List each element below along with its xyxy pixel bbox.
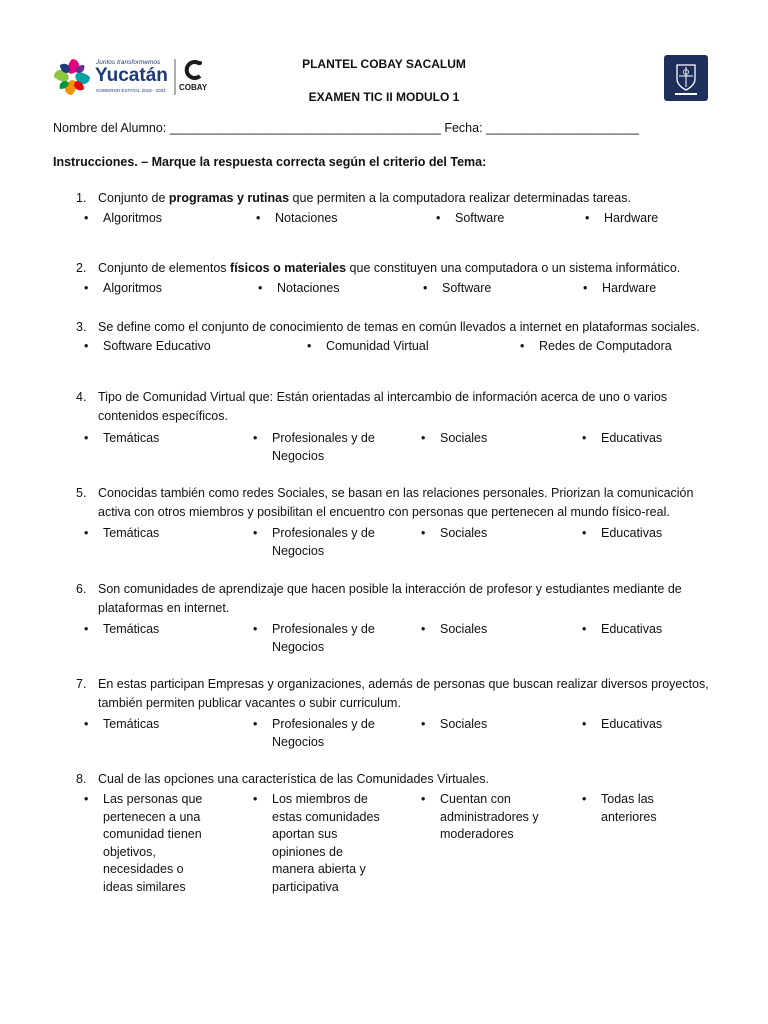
bullet-icon: • (585, 211, 590, 225)
answer-option-line: objetivos, (103, 844, 156, 859)
answer-option-line: Educativas (601, 431, 663, 445)
question-text-line: Conocidas también como redes Sociales, se basan en las relaciones personales. Priorizan la comunicación (98, 486, 694, 500)
answer-option-line: Profesionales y de (272, 717, 375, 731)
answer-option-line: Sociales (440, 717, 488, 731)
answer-option-text (272, 525, 375, 560)
answer-option-line: necesidades o (103, 862, 184, 876)
bullet-icon: • (84, 622, 89, 636)
answer-option-line: Temáticas (103, 717, 160, 731)
bullet-icon: • (253, 622, 258, 636)
question-text: Cual de las opciones una característica de las Comunidades Virtuales. (98, 772, 489, 786)
bullet-icon: • (258, 281, 263, 295)
bullet-icon: • (84, 526, 89, 540)
bullet-icon: • (520, 339, 525, 353)
answer-option-text (601, 791, 657, 826)
bullet-icon: • (253, 717, 258, 731)
question-text (98, 189, 710, 208)
bullet-icon: • (583, 281, 588, 295)
answer-option-text (604, 210, 658, 228)
answer-option-text (440, 791, 539, 844)
answer-option-text (275, 210, 338, 228)
bullet-icon: • (582, 622, 587, 636)
answer-option-text (440, 525, 487, 543)
answer-option-text (103, 621, 159, 639)
question-text-line: también permiten publicar vacantes o subir curriculum. (98, 696, 401, 710)
answer-option-text (440, 716, 487, 734)
bullet-icon: • (423, 281, 428, 295)
answer-option-line: estas comunidades (272, 809, 380, 824)
answer-option-text (455, 210, 504, 228)
answer-option-line: Sociales (440, 526, 488, 540)
answer-option-line: Profesionales y de (272, 526, 375, 540)
bullet-icon: • (582, 792, 587, 806)
answer-option-line: participativa (272, 879, 339, 894)
bullet-icon: • (84, 281, 89, 295)
student-name-field[interactable]: _______________________________________ (169, 121, 441, 135)
answer-option-line: Algoritmos (103, 281, 163, 295)
answer-option-line: Temáticas (103, 526, 160, 540)
answer-option-line: Negocios (272, 734, 325, 749)
answer-option-line: Negocios (272, 639, 325, 654)
answer-option-line: Temáticas (103, 622, 160, 636)
student-name-label: Nombre del Alumno: (53, 121, 170, 135)
cobay-c-icon (183, 59, 205, 81)
answer-option-line: Sociales (440, 622, 488, 636)
answer-option-text (326, 338, 429, 356)
bullet-icon: • (421, 622, 426, 636)
logo-tagline: Juntos transformemos (96, 59, 161, 66)
bullet-icon: • (421, 431, 426, 445)
answer-option-text (272, 716, 375, 751)
question-text (98, 675, 710, 713)
answer-option-line: Los miembros de (272, 792, 368, 806)
bullet-icon: • (582, 431, 587, 445)
answer-option-line: Educativas (601, 622, 663, 636)
answer-option-text (103, 338, 211, 356)
bullet-icon: • (253, 526, 258, 540)
answer-option-line: Educativas (601, 717, 663, 731)
answer-option-line: Algoritmos (103, 211, 163, 225)
question-text-line: contenidos específicos. (98, 409, 228, 423)
bullet-icon: • (421, 717, 426, 731)
answer-option-text (601, 430, 662, 448)
answer-option-text (539, 338, 672, 356)
bullet-icon: • (84, 792, 89, 806)
question-text-line: En estas participan Empresas y organizaciones, además de personas que buscan realizar diversos proyectos, (98, 677, 709, 691)
bullet-icon: • (84, 717, 89, 731)
question-number: 7. (76, 677, 87, 691)
answer-option-line: aportan sus (272, 827, 338, 841)
question-number: 2. (76, 261, 87, 275)
answer-option-line: Negocios (272, 543, 325, 558)
question-number: 3. (76, 320, 87, 334)
answer-option-line: anteriores (601, 809, 657, 824)
logo-cobay-text: COBAY (179, 83, 208, 92)
question-number: 5. (76, 486, 87, 500)
answer-option-text (103, 430, 159, 448)
answer-option-line: Hardware (602, 281, 657, 295)
question-text-line: Son comunidades de aprendizaje que hacen posible la interacción de profesor y estudiantes mediante de (98, 582, 682, 596)
answer-option-text (103, 525, 159, 543)
answer-option-line: Software (442, 281, 492, 295)
bullet-icon: • (421, 526, 426, 540)
bullet-icon: • (436, 211, 441, 225)
date-field[interactable]: ______________________ (486, 121, 639, 135)
school-title: PLANTEL COBAY SACALUM (302, 57, 466, 71)
answer-option-line: Notaciones (275, 211, 338, 225)
answer-option-line: Las personas que (103, 792, 203, 806)
bullet-icon: • (84, 339, 89, 353)
bullet-icon: • (582, 526, 587, 540)
bullet-icon: • (84, 211, 89, 225)
shield-emblem-icon (664, 55, 708, 101)
answer-option-line: Notaciones (277, 281, 340, 295)
instructions: Instrucciones. – Marque la respuesta correcta según el criterio del Tema: (53, 155, 487, 169)
date-label: Fecha: (440, 121, 487, 135)
question-keyword: físicos o materiales (230, 261, 347, 275)
answer-option-line: Software Educativo (103, 339, 211, 353)
bullet-icon: • (256, 211, 261, 225)
question-text-line: Tipo de Comunidad Virtual que: Están orientadas al intercambio de información acerca de uno o varios (98, 390, 668, 404)
answer-option-text (440, 621, 487, 639)
question-keyword: programas y rutinas (168, 191, 290, 205)
question-text-line: plataformas en internet. (98, 601, 230, 615)
question-number: 4. (76, 390, 87, 404)
answer-option-text (440, 430, 487, 448)
answer-option-text (602, 280, 656, 298)
yucatan-cobay-logo (52, 55, 212, 99)
answer-option-line: Cuentan con (440, 792, 511, 806)
question-number: 1. (76, 191, 87, 205)
answer-option-line: Software (455, 211, 505, 225)
bullet-icon: • (421, 792, 426, 806)
bullet-icon: • (582, 717, 587, 731)
answer-option-text (103, 280, 162, 298)
question-text-part: Conjunto de (98, 191, 169, 205)
answer-option-line: Profesionales y de (272, 431, 375, 445)
answer-option-text (277, 280, 340, 298)
question-text-line: activa con otros miembros y posibilitan el encuentro con personas que pertenecen al mundo físico-real. (98, 505, 670, 519)
question-number: 8. (76, 772, 87, 786)
answer-option-line: pertenecen a una (103, 809, 201, 824)
logo-government-text: GOBIERNO ESTATAL 2018 - 2024 (96, 88, 166, 93)
bullet-icon: • (84, 431, 89, 445)
answer-option-text (601, 716, 662, 734)
answer-option-text (103, 791, 202, 896)
question-text (98, 580, 710, 618)
answer-option-line: administradores y (440, 809, 539, 824)
question-text-part: que constituyen una computadora o un sistema informático. (346, 261, 681, 275)
answer-option-line: Educativas (601, 526, 663, 540)
answer-option-line: Hardware (604, 211, 659, 225)
answer-option-text (442, 280, 491, 298)
answer-option-line: ideas similares (103, 879, 186, 894)
answer-option-line: Sociales (440, 431, 488, 445)
school-shield-logo (664, 55, 708, 101)
answer-option-text (601, 621, 662, 639)
answer-option-line: Comunidad Virtual (326, 339, 429, 353)
answer-option-line: Redes de Computadora (539, 339, 672, 353)
answer-option-line: manera abierta y (272, 862, 366, 876)
question-text (98, 388, 710, 426)
answer-option-line: comunidad tienen (103, 827, 202, 841)
answer-option-line: Temáticas (103, 431, 160, 445)
answer-option-line: Negocios (272, 448, 325, 463)
question-text-part: Conjunto de elementos (98, 261, 231, 275)
answer-option-text (272, 791, 380, 896)
question-text: Se define como el conjunto de conocimiento de temas en común llevados a internet en plataformas sociales. (98, 320, 700, 334)
question-text (98, 259, 710, 278)
answer-option-text (103, 716, 159, 734)
logo-state-name: Yucatán (95, 65, 168, 86)
student-line (53, 121, 639, 135)
exam-title: EXAMEN TIC II MODULO 1 (308, 90, 460, 104)
bullet-icon: • (253, 792, 258, 806)
answer-option-line: Todas las (601, 792, 654, 806)
question-text (98, 484, 710, 522)
bullet-icon: • (307, 339, 312, 353)
answer-option-text (103, 210, 162, 228)
question-text-part: que permiten a la computadora realizar determinadas tareas. (289, 191, 631, 205)
bullet-icon: • (253, 431, 258, 445)
answer-option-text (272, 430, 375, 465)
answer-option-line: moderadores (440, 827, 514, 841)
question-number: 6. (76, 582, 87, 596)
answer-option-text (272, 621, 375, 656)
answer-option-line: opiniones de (272, 844, 343, 859)
answer-option-text (601, 525, 662, 543)
answer-option-line: Profesionales y de (272, 622, 375, 636)
